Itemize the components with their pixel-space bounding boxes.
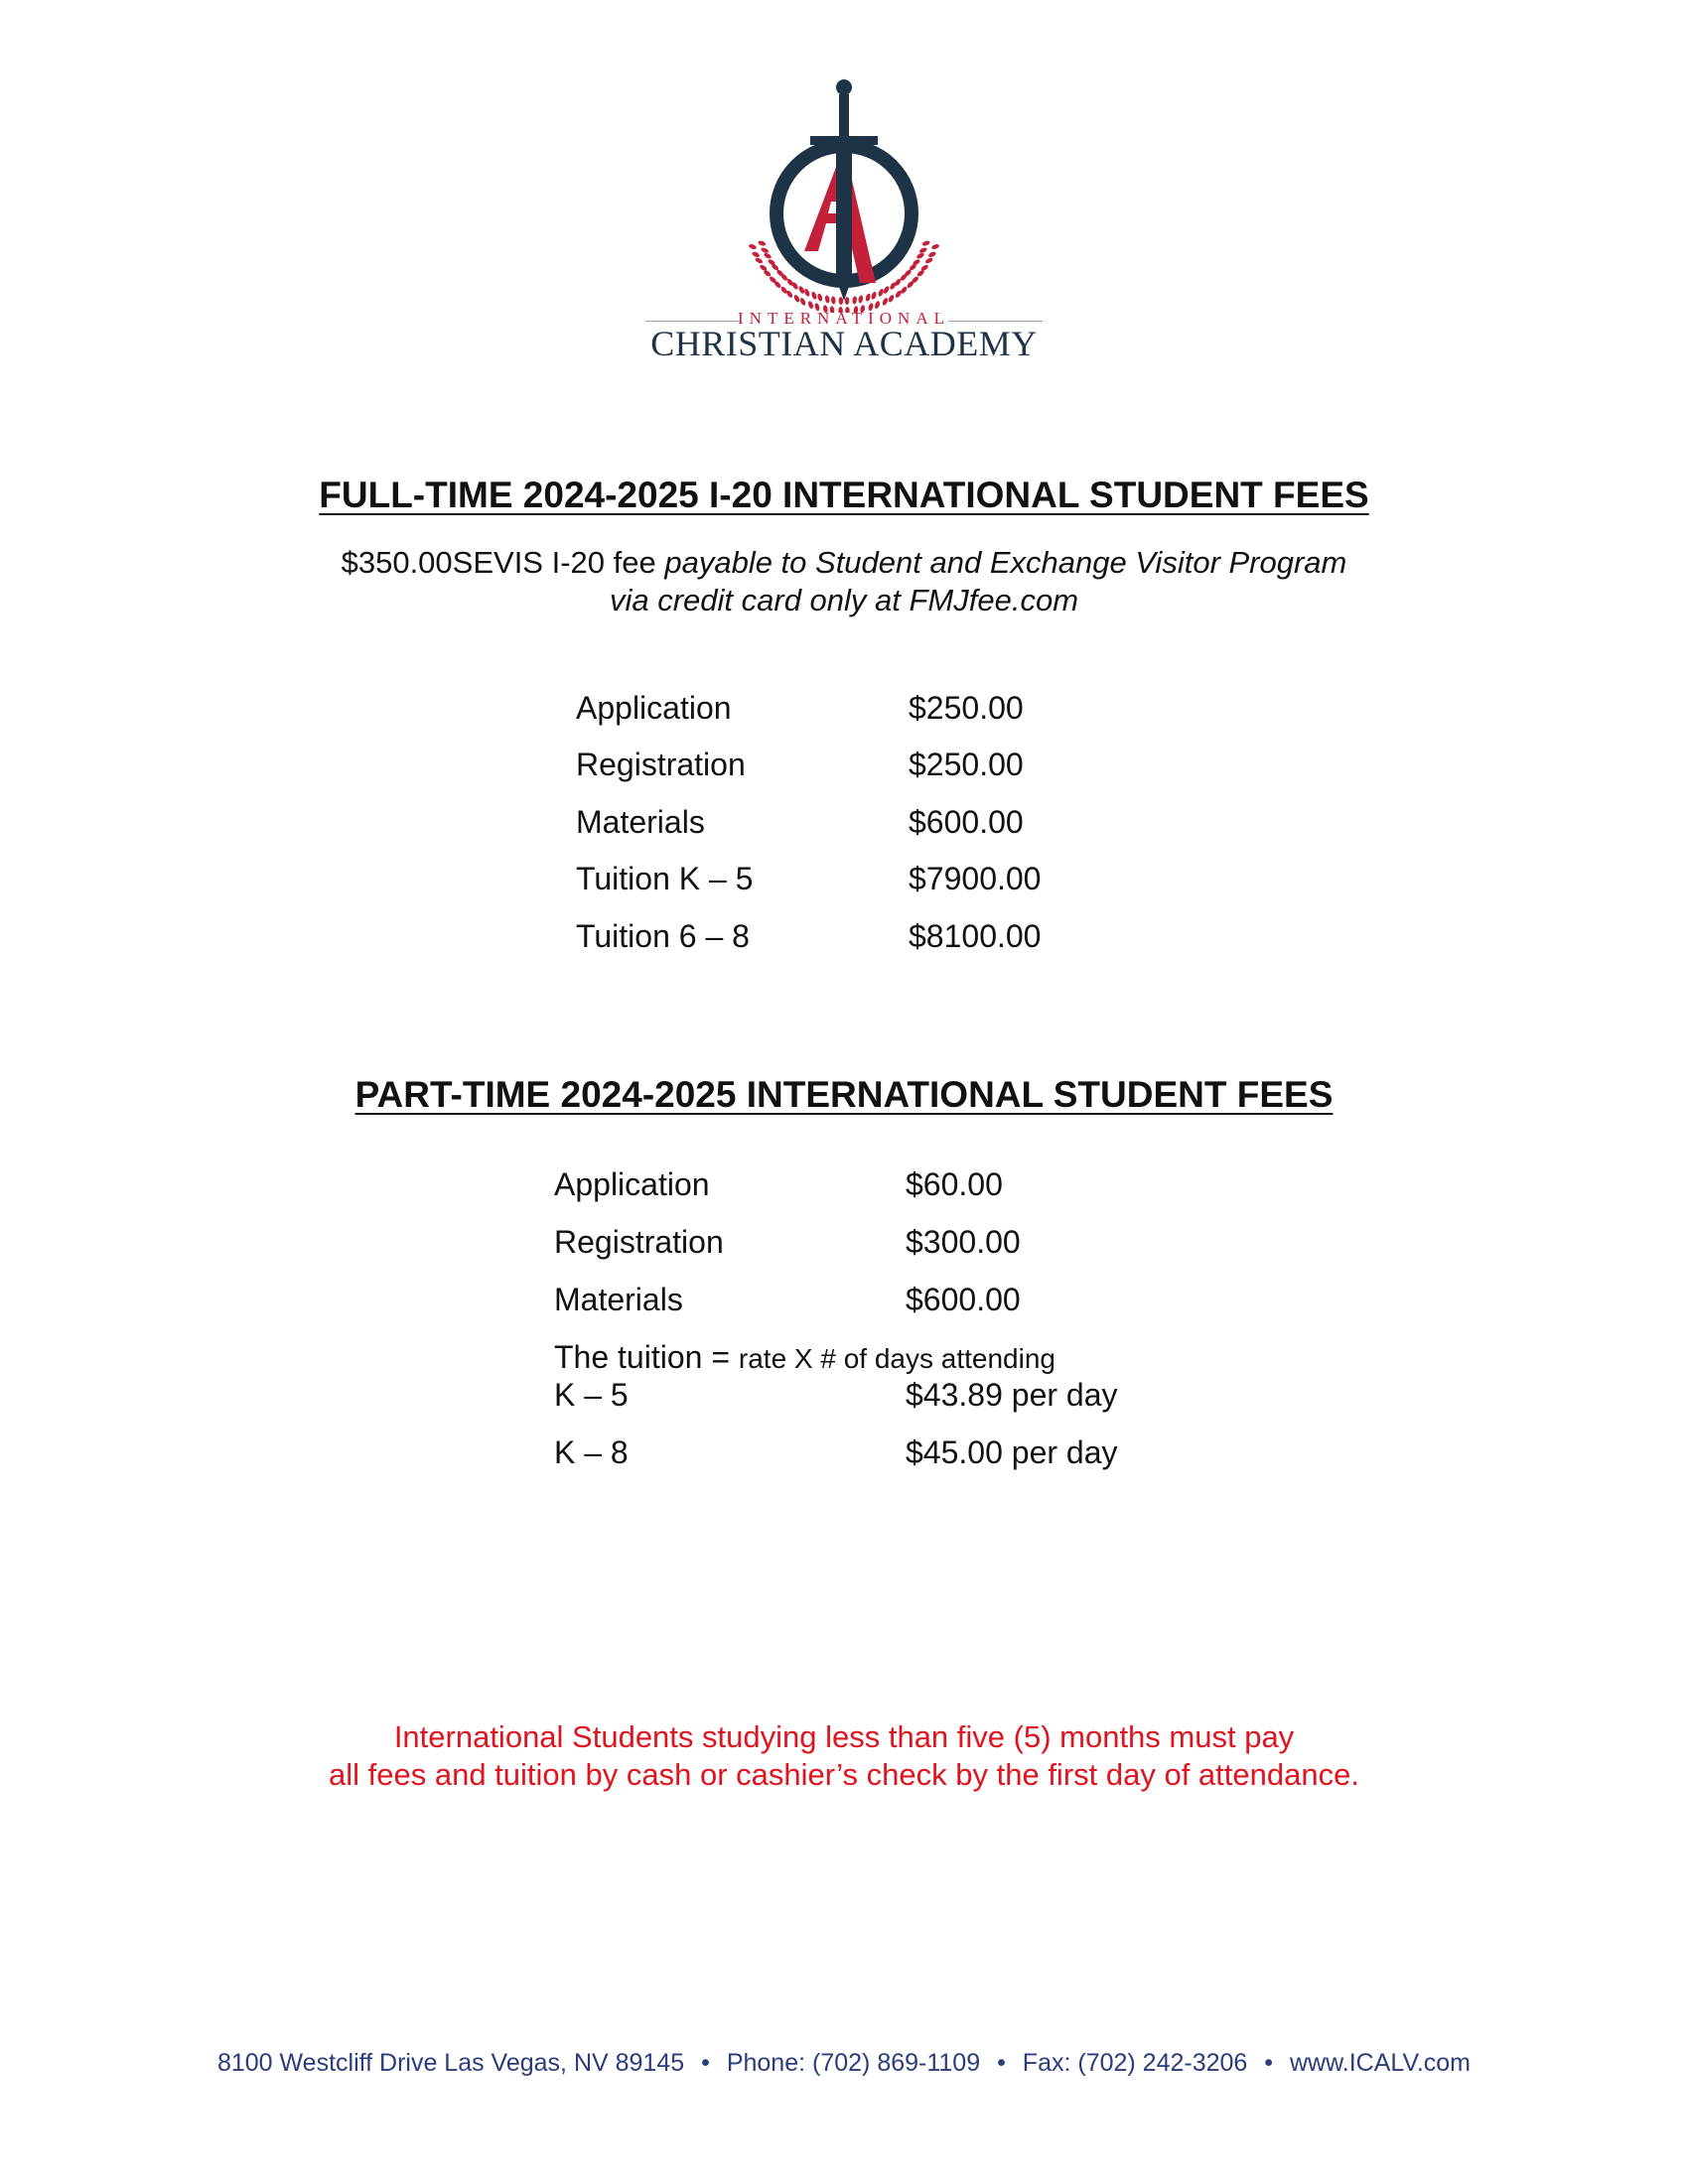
laurel-leaf xyxy=(748,243,757,250)
laurel-leaf xyxy=(918,247,927,254)
laurel-leaf xyxy=(927,251,936,258)
laurel-leaf xyxy=(883,285,891,294)
logo-text-academy: CHRISTIAN ACADEMY xyxy=(650,324,1038,363)
fee-amount: $600.00 xyxy=(906,1282,1021,1317)
sevis-note xyxy=(0,543,1688,582)
tuition-intro: The tuition = xyxy=(554,1339,739,1375)
laurel-leaf xyxy=(931,243,940,250)
rate-amount: $45.00 per day xyxy=(906,1434,1118,1470)
footer-fax: Fax: (702) 242-3206 xyxy=(1022,2049,1248,2077)
laurel-leaf xyxy=(878,288,885,297)
fee-amount: $600.00 xyxy=(909,804,1024,840)
fee-label: Tuition 6 – 8 xyxy=(576,918,750,954)
payment-warning-line2: all fees and tuition by cash or cashier’s check by the first day of attendance. xyxy=(329,1757,1359,1792)
fee-label: Materials xyxy=(554,1282,683,1317)
sevis-note-line2 xyxy=(0,581,1688,619)
laurel-leaf xyxy=(763,252,772,260)
laurel-leaf xyxy=(882,297,889,306)
school-logo xyxy=(616,74,1072,372)
footer-phone: Phone: (702) 869-1109 xyxy=(726,2049,981,2077)
laurel-leaf xyxy=(888,294,896,303)
rate-label: K – 8 xyxy=(554,1434,629,1470)
footer-separator: • xyxy=(1264,2049,1274,2077)
laurel-leaf xyxy=(871,291,878,300)
laurel-leaf xyxy=(852,296,857,304)
laurel-leaf xyxy=(758,240,767,247)
laurel-leaf xyxy=(810,291,817,300)
laurel-leaf xyxy=(865,293,871,302)
sevis-payment-method: via credit card only at FMJfee.com xyxy=(609,583,1079,617)
footer-website-link[interactable]: www.ICALV.com xyxy=(1290,2049,1472,2077)
footer-separator: • xyxy=(997,2049,1006,2077)
fee-amount: $250.00 xyxy=(909,747,1024,782)
laurel-leaf xyxy=(793,294,801,303)
laurel-leaf xyxy=(797,285,805,294)
fee-label: Application xyxy=(576,690,732,726)
fee-label: Materials xyxy=(576,804,705,840)
fee-amount: $60.00 xyxy=(906,1166,1003,1202)
laurel-leaf xyxy=(915,252,924,260)
laurel-leaf xyxy=(761,247,770,254)
laurel-leaf xyxy=(839,297,844,305)
rate-amount: $43.89 per day xyxy=(906,1377,1118,1413)
laurel-leaf xyxy=(803,288,810,297)
fee-label: Registration xyxy=(554,1224,724,1260)
fee-amount: $7900.00 xyxy=(909,861,1042,896)
footer-contact xyxy=(0,2049,1688,2078)
footer-separator: • xyxy=(701,2049,710,2077)
fee-label: Registration xyxy=(576,747,746,782)
laurel-leaf xyxy=(817,293,823,302)
rate-label: K – 5 xyxy=(554,1377,629,1413)
laurel-leaf xyxy=(755,257,764,265)
fee-amount: $8100.00 xyxy=(909,918,1042,954)
sevis-amount: $350.00SEVIS I-20 fee xyxy=(341,545,665,580)
laurel-leaf xyxy=(924,257,933,265)
laurel-leaf xyxy=(921,240,930,247)
footer-address: 8100 Westcliff Drive Las Vegas, NV 89145 xyxy=(216,2049,685,2077)
tuition-rate-text: rate X # of days attending xyxy=(738,1343,1055,1374)
laurel-leaf xyxy=(824,295,830,304)
sword-crest-icon xyxy=(616,74,1072,313)
payment-warning-line1: International Students studying less than five (5) months must pay xyxy=(393,1719,1295,1754)
part-time-heading: PART-TIME 2024-2025 INTERNATIONAL STUDENT FEES xyxy=(354,1074,1334,1115)
fee-amount: $300.00 xyxy=(906,1224,1021,1260)
fee-label: Tuition K – 5 xyxy=(576,861,754,896)
laurel-leaf xyxy=(831,296,836,304)
laurel-leaf xyxy=(845,297,850,305)
laurel-leaf xyxy=(799,297,806,306)
full-time-heading: FULL-TIME 2024-2025 I-20 INTERNATIONAL STUDENT FEES xyxy=(319,475,1369,515)
laurel-leaf xyxy=(858,295,864,304)
sevis-payable: payable to Student and Exchange Visitor Program xyxy=(664,545,1347,580)
fee-amount: $250.00 xyxy=(909,690,1024,726)
laurel-leaf xyxy=(752,251,761,258)
fee-label: Application xyxy=(554,1166,710,1202)
logo-text-international: INTERNATIONAL xyxy=(738,309,950,328)
tuition-formula xyxy=(554,1339,1055,1376)
